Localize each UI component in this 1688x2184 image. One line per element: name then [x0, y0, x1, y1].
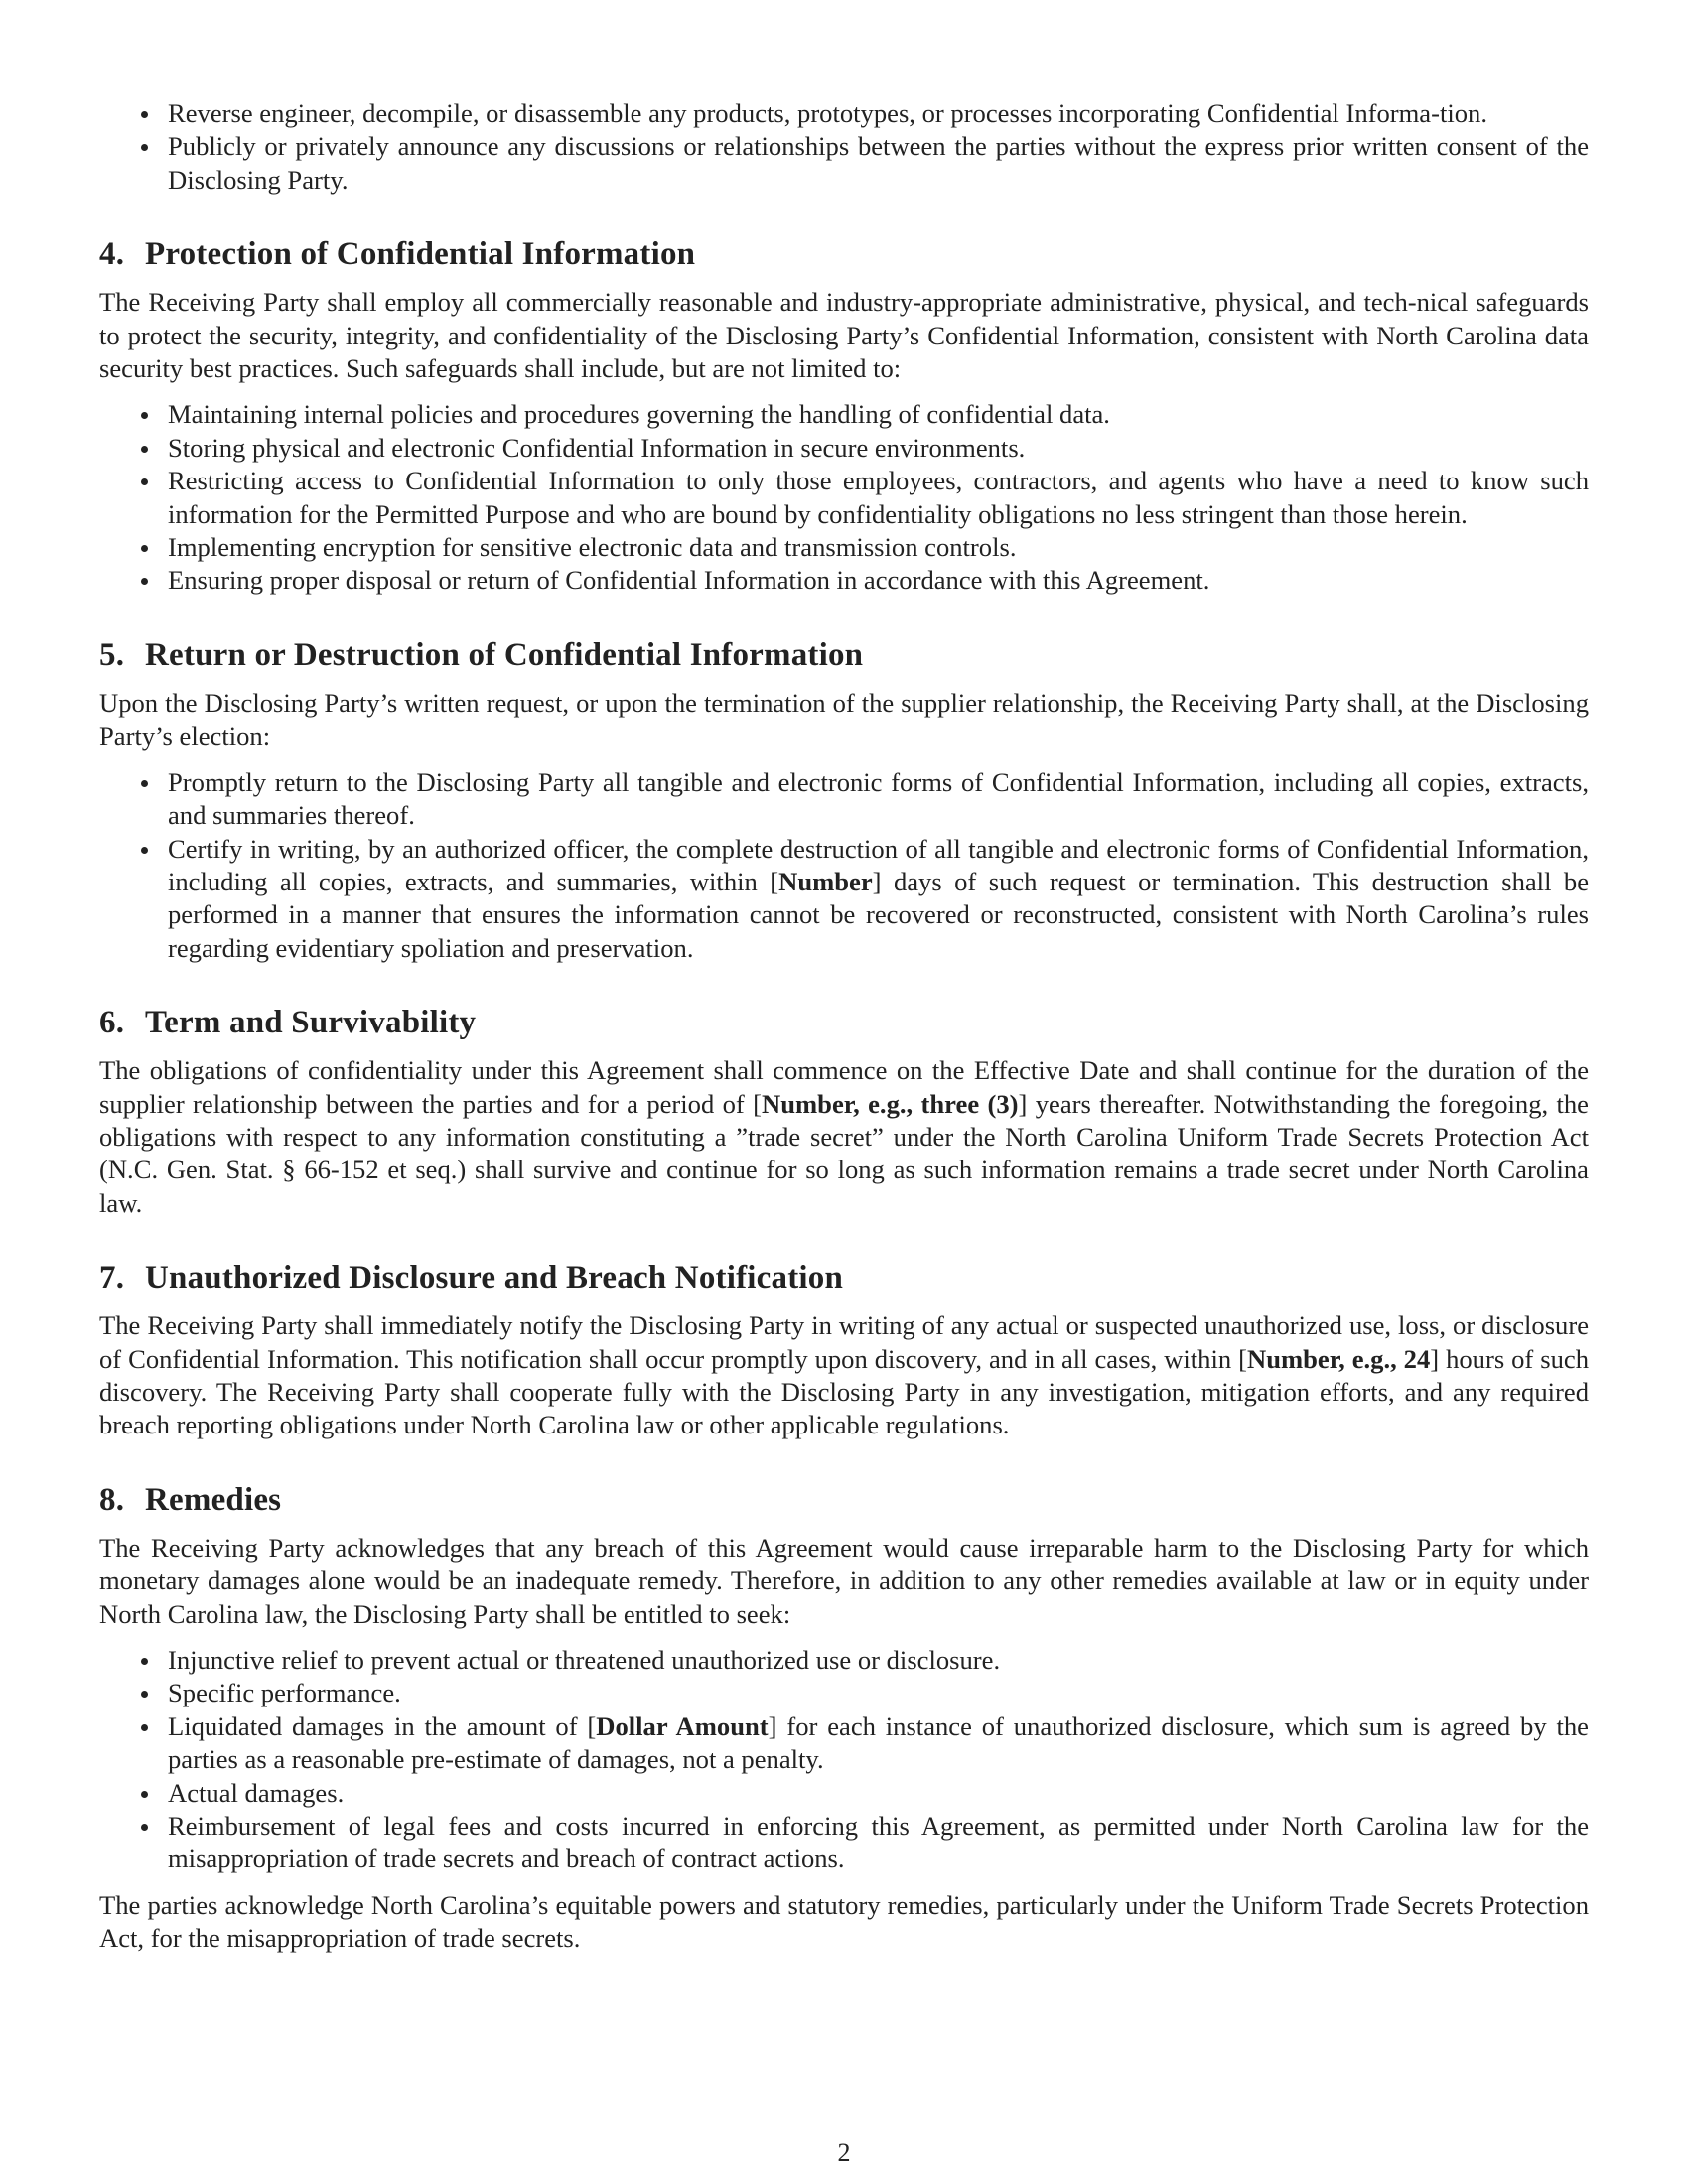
section-8-bullet-list: [99, 1644, 1589, 1876]
placeholder-term-years: Number, e.g., three (3): [762, 1088, 1019, 1119]
section-4-bullet-list: [99, 398, 1589, 597]
list-item: Maintaining internal policies and procedures governing the handling of confidential data.: [99, 398, 1589, 431]
placeholder-dollar-amount: Dollar Amount: [596, 1710, 769, 1741]
list-item: Storing physical and electronic Confidential Information in secure environments.: [99, 432, 1589, 465]
section-4-heading: 4. Protection of Confidential Information: [99, 236, 696, 273]
list-item: Ensuring proper disposal or return of Confidential Information in accordance with this Agreement.: [99, 564, 1589, 597]
bullet-icon: [141, 1824, 148, 1831]
section-5-intro: Upon the Disclosing Party’s written request, or upon the termination of the supplier relationship, the Receiving Party shall, at the Disclosing Party’s election:: [99, 687, 1589, 751]
placeholder-hours: Number, e.g., 24: [1246, 1343, 1431, 1374]
bullet-icon: [141, 545, 148, 552]
bullet-icon: [141, 1691, 148, 1698]
page-number: 2: [837, 2138, 851, 2167]
list-item: Reverse engineer, decompile, or disassemble any products, prototypes, or processes incorporating Confidential Informa-tion.: [99, 97, 1589, 130]
section-8-closing: The parties acknowledge North Carolina’s equitable powers and statutory remedies, particularly under the Uniform Trade Secrets Protection Act, for the misappropriation of trade secrets.: [99, 1889, 1589, 1954]
section-4-intro: The Receiving Party shall employ all commercially reasonable and industry-appropriate administrative, physical, and tech-nical safeguards to protect the security, integrity, and confidentiality of the Disclosing Party’s Confidential Information, consistent with North Carolina data security best practices. Such safeguards shall include, but are not limited to:: [99, 287, 1589, 384]
placeholder-number: Number: [778, 866, 873, 896]
bullet-icon: [141, 1724, 148, 1731]
list-item: Promptly return to the Disclosing Party all tangible and electronic forms of Confidential Information, including all copies, extracts, and summaries thereof.: [99, 766, 1589, 833]
bullet-icon: [141, 1658, 148, 1665]
bullet-icon: [141, 1791, 148, 1798]
section-8-heading: 8. Remedies: [99, 1481, 282, 1518]
section-5-heading: 5. Return or Destruction of Confidential Information: [99, 636, 864, 673]
list-item: Reimbursement of legal fees and costs incurred in enforcing this Agreement, as permitted under North Carolina law for the misappropriation of trade secrets and breach of contract actions.: [99, 1810, 1589, 1876]
section-7-heading: 7. Unauthorized Disclosure and Breach Notification: [99, 1260, 844, 1297]
bullet-icon: [141, 847, 148, 854]
bullet-icon: [141, 144, 148, 151]
section-8-intro: The Receiving Party acknowledges that any breach of this Agreement would cause irreparable harm to the Disclosing Party for which monetary damages alone would be an inadequate remedy. Therefore, in addition to any other remedies available at law or in equity under North Carolina law, the Disclosing Party shall be entitled to seek:: [99, 1532, 1589, 1629]
bullet-icon: [141, 412, 148, 419]
carryover-bullet-list: [99, 97, 1589, 197]
bullet-icon: [141, 446, 148, 453]
section-5-bullet-list: [99, 766, 1589, 965]
list-item: Injunctive relief to prevent actual or threatened unauthorized use or disclosure.: [99, 1644, 1589, 1677]
list-item: Specific performance.: [99, 1677, 1589, 1709]
list-item: Liquidated damages in the amount of [Dollar Amount] for each instance of unauthorized disclosure, which sum is agreed by the parties as a reasonable pre-estimate of damages, not a penalty.: [99, 1710, 1589, 1777]
list-item: Publicly or privately announce any discussions or relationships between the parties without the express prior written consent of the Disclosing Party.: [99, 130, 1589, 197]
list-item: Actual damages.: [99, 1777, 1589, 1810]
bullet-icon: [141, 111, 148, 118]
bullet-icon: [141, 478, 148, 485]
bullet-icon: [141, 780, 148, 787]
document-page: [99, 97, 1589, 1956]
section-7-text: The Receiving Party shall immediately notify the Disclosing Party in writing of any actual or suspected unauthorized use, loss, or disclosure of Confidential Information. This notification shall occur promptly upon discovery, and in all cases, within [Number, e.g., 24] hours of such discovery. The Receiving Party shall cooperate fully with the Disclosing Party in any investigation, mitigation efforts, and any required breach reporting obligations under North Carolina law or other applicable regulations.: [99, 1310, 1589, 1440]
list-item: Certify in writing, by an authorized officer, the complete destruction of all tangible and electronic forms of Confidential Information, including all copies, extracts, and summaries, within [Number] days of such request or termination. This destruction shall be performed in a manner that ensures the information cannot be recovered or reconstructed, consistent with North Carolina’s rules regarding evidentiary spoliation and preservation.: [99, 833, 1589, 966]
section-6-heading: 6. Term and Survivability: [99, 1005, 477, 1041]
bullet-icon: [141, 578, 148, 585]
section-6-text: The obligations of confidentiality under this Agreement shall commence on the Effective Date and shall continue for the duration of the supplier relationship between the parties and for a period of [Number, e.g., three (3)] years thereafter. Notwithstanding the foregoing, the obligations with respect to any information constituting a ”trade secret” under the North Carolina Uniform Trade Secrets Protection Act (N.C. Gen. Stat. § 66-152 et seq.) shall survive and continue for so long as such information remains a trade secret under North Carolina law.: [99, 1055, 1589, 1218]
list-item: Restricting access to Confidential Information to only those employees, contractors, and agents who have a need to know such information for the Permitted Purpose and who are bound by confidentiality obligations no less stringent than those herein.: [99, 465, 1589, 531]
list-item: Implementing encryption for sensitive electronic data and transmission controls.: [99, 531, 1589, 564]
